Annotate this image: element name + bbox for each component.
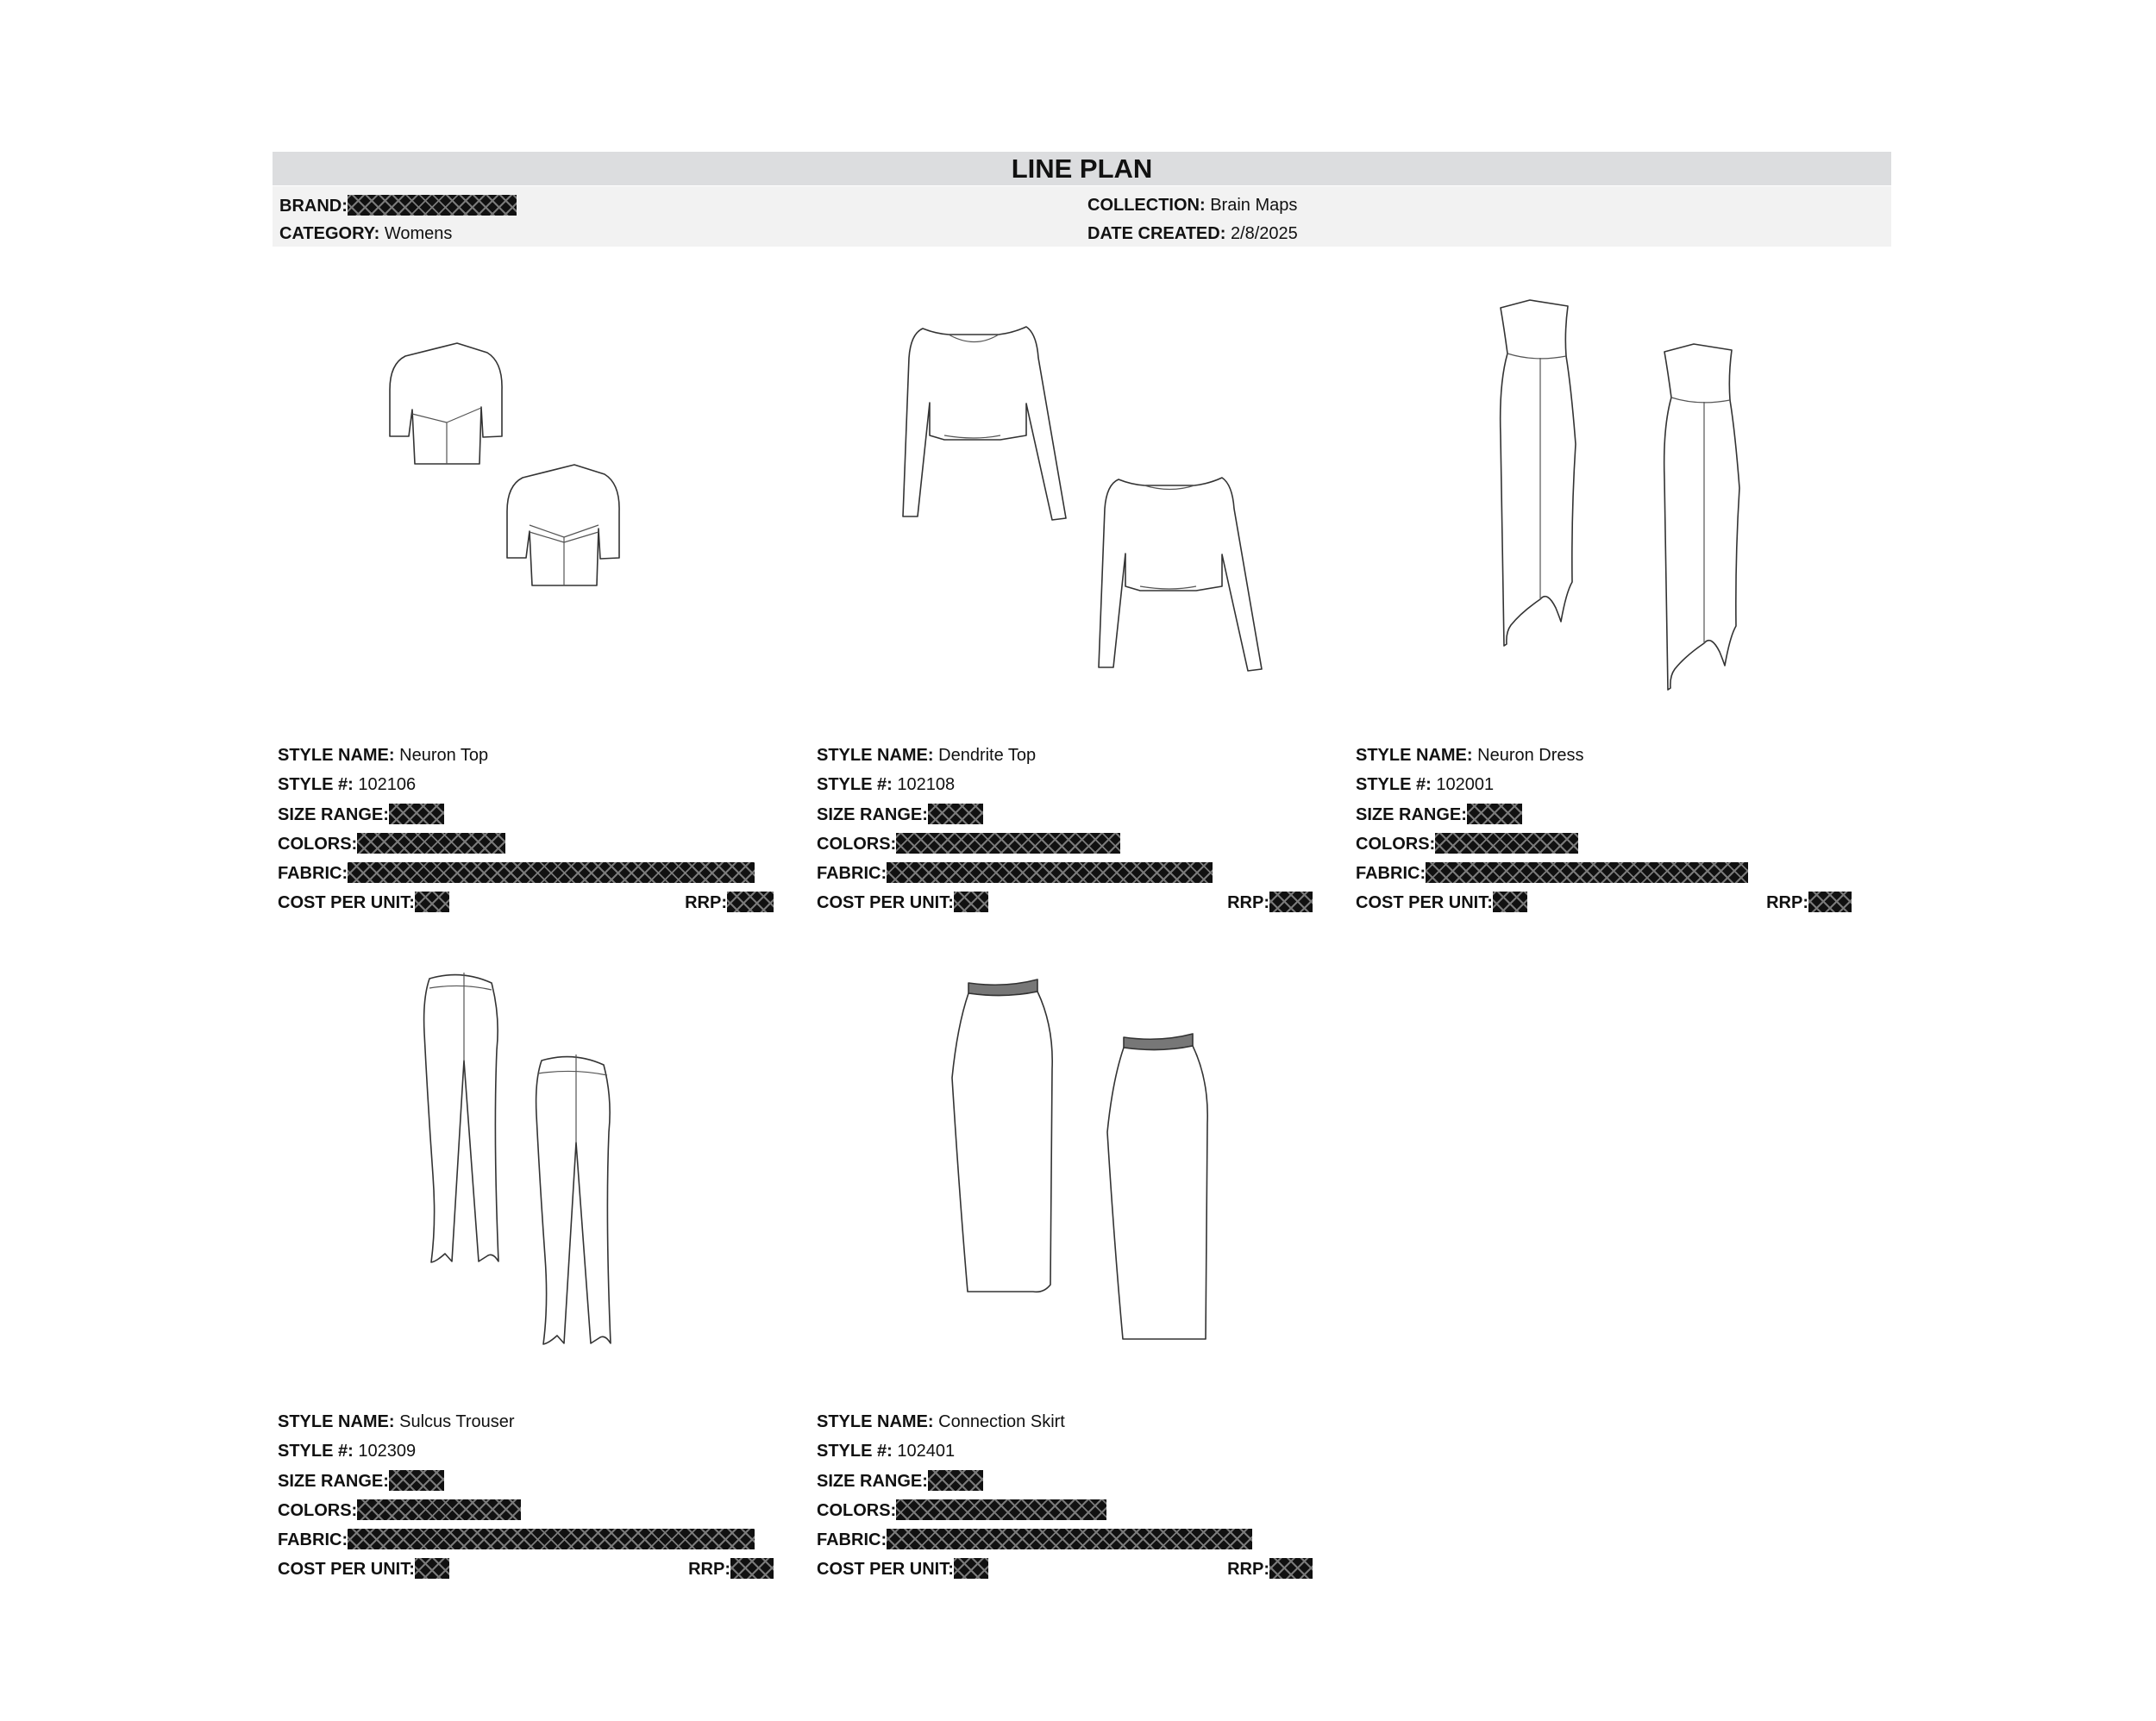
redacted-rrp: [1269, 892, 1313, 912]
redacted-colors: [896, 1499, 1106, 1520]
style-number-label: STYLE #:: [817, 775, 893, 794]
size-range-row: [817, 1470, 1313, 1499]
garment-back-sketch: [536, 1055, 611, 1344]
size-range-row: [278, 1470, 774, 1499]
rrp-field: [1227, 1558, 1313, 1580]
rrp-field: [1227, 892, 1313, 913]
category-label: CATEGORY:: [279, 224, 380, 243]
style-name-value: Dendrite Top: [938, 746, 1037, 765]
fabric-label: FABRIC:: [817, 864, 887, 883]
style-number-value: 102001: [1436, 775, 1495, 794]
size-range-label: SIZE RANGE:: [278, 805, 389, 824]
colors-label: COLORS:: [817, 835, 897, 854]
style-card-sulcus-trouser: [278, 1411, 774, 1587]
sketch-neuron-dress: [1492, 297, 1785, 703]
rrp-label: RRP:: [688, 1560, 730, 1579]
redacted-fabric: [887, 1529, 1252, 1549]
redacted-size-range: [928, 804, 983, 824]
header-info: [273, 186, 1891, 247]
size-range-row: [817, 804, 1313, 833]
style-number-row: [278, 1441, 774, 1470]
cost-label: COST PER UNIT:: [817, 893, 954, 912]
garment-front-sketch: [1501, 300, 1576, 646]
style-name-value: Sulcus Trouser: [399, 1412, 515, 1431]
style-number-label: STYLE #:: [817, 1442, 893, 1461]
garment-front-sketch: [424, 973, 498, 1262]
size-range-label: SIZE RANGE:: [817, 805, 928, 824]
rrp-label: RRP:: [1766, 893, 1808, 912]
size-range-row: [1356, 804, 1852, 833]
style-number-row: [1356, 774, 1852, 804]
fabric-row: [817, 1529, 1313, 1558]
style-card-connection-skirt: [817, 1411, 1313, 1587]
cost-label: COST PER UNIT:: [278, 893, 415, 912]
redacted-brand: [348, 195, 517, 216]
style-number-value: 102108: [897, 775, 956, 794]
date-label: DATE CREATED:: [1087, 224, 1226, 243]
fabric-label: FABRIC:: [1356, 864, 1426, 883]
fabric-label: FABRIC:: [817, 1530, 887, 1549]
style-number-value: 102106: [358, 775, 417, 794]
cost-row: [1356, 892, 1852, 921]
redacted-cost: [954, 892, 988, 912]
redacted-rrp: [1269, 1558, 1313, 1579]
brand-field: [279, 195, 517, 216]
style-name-row: [817, 745, 1313, 774]
colors-row: [817, 1499, 1313, 1529]
redacted-cost: [415, 1558, 449, 1579]
garment-front-sketch: [390, 343, 502, 464]
collection-value: Brain Maps: [1210, 196, 1298, 215]
redacted-size-range: [928, 1470, 983, 1491]
style-name-label: STYLE NAME:: [1356, 746, 1473, 765]
rrp-field: [1766, 892, 1852, 913]
rrp-field: [685, 892, 774, 913]
style-number-row: [278, 774, 774, 804]
style-name-row: [817, 1411, 1313, 1441]
style-name-label: STYLE NAME:: [817, 746, 934, 765]
redacted-size-range: [1467, 804, 1522, 824]
redacted-cost: [1493, 892, 1527, 912]
style-number-label: STYLE #:: [1356, 775, 1432, 794]
garment-back-sketch: [1099, 478, 1262, 671]
rrp-label: RRP:: [685, 893, 727, 912]
colors-row: [817, 833, 1313, 862]
colors-label: COLORS:: [1356, 835, 1436, 854]
colors-label: COLORS:: [817, 1501, 897, 1520]
category-field: [279, 223, 452, 244]
collection-label: COLLECTION:: [1087, 196, 1206, 215]
colors-label: COLORS:: [278, 835, 358, 854]
sketch-neuron-top: [371, 328, 681, 621]
fabric-label: FABRIC:: [278, 1530, 348, 1549]
sketch-sulcus-trouser: [414, 964, 673, 1361]
garment-front-sketch: [952, 979, 1052, 1292]
garment-back-sketch: [1664, 344, 1739, 690]
category-value: Womens: [384, 224, 453, 243]
redacted-size-range: [389, 804, 444, 824]
size-range-label: SIZE RANGE:: [817, 1472, 928, 1491]
style-number-label: STYLE #:: [278, 1442, 354, 1461]
redacted-rrp: [1808, 892, 1852, 912]
redacted-colors: [357, 1499, 521, 1520]
style-name-value: Neuron Top: [399, 746, 489, 765]
rrp-label: RRP:: [1227, 1560, 1269, 1579]
redacted-fabric: [887, 862, 1213, 883]
cost-row: [278, 1558, 774, 1587]
style-card-neuron-dress: [1356, 745, 1852, 921]
date-value: 2/8/2025: [1230, 224, 1298, 243]
redacted-colors: [1435, 833, 1578, 854]
size-range-label: SIZE RANGE:: [278, 1472, 389, 1491]
redacted-cost: [415, 892, 449, 912]
style-name-value: Connection Skirt: [938, 1412, 1065, 1431]
style-name-label: STYLE NAME:: [278, 1412, 395, 1431]
fabric-row: [278, 862, 774, 892]
fabric-label: FABRIC:: [278, 864, 348, 883]
cost-row: [817, 892, 1313, 921]
size-range-label: SIZE RANGE:: [1356, 805, 1467, 824]
rrp-field: [688, 1558, 774, 1580]
redacted-colors: [896, 833, 1120, 854]
size-range-row: [278, 804, 774, 833]
date-field: [1087, 223, 1298, 244]
cost-label: COST PER UNIT:: [1356, 893, 1493, 912]
colors-label: COLORS:: [278, 1501, 358, 1520]
page-title: LINE PLAN: [273, 152, 1891, 185]
style-number-row: [817, 774, 1313, 804]
style-name-row: [278, 1411, 774, 1441]
style-number-value: 102309: [358, 1442, 417, 1461]
sketch-connection-skirt: [940, 974, 1250, 1354]
redacted-cost: [954, 1558, 988, 1579]
style-name-row: [278, 745, 774, 774]
redacted-rrp: [730, 1558, 774, 1579]
style-name-value: Neuron Dress: [1477, 746, 1584, 765]
fabric-row: [817, 862, 1313, 892]
rrp-label: RRP:: [1227, 893, 1269, 912]
style-card-neuron-top: [278, 745, 774, 921]
cost-label: COST PER UNIT:: [817, 1560, 954, 1579]
colors-row: [278, 833, 774, 862]
garment-back-sketch: [1107, 1034, 1207, 1339]
cost-label: COST PER UNIT:: [278, 1560, 415, 1579]
style-number-label: STYLE #:: [278, 775, 354, 794]
cost-row: [817, 1558, 1313, 1587]
style-card-dendrite-top: [817, 745, 1313, 921]
fabric-row: [1356, 862, 1852, 892]
redacted-size-range: [389, 1470, 444, 1491]
redacted-fabric: [1426, 862, 1748, 883]
fabric-row: [278, 1529, 774, 1558]
redacted-fabric: [348, 1529, 755, 1549]
garment-back-sketch: [507, 465, 619, 585]
style-name-label: STYLE NAME:: [278, 746, 395, 765]
style-name-row: [1356, 745, 1852, 774]
collection-field: [1087, 195, 1297, 216]
redacted-fabric: [348, 862, 755, 883]
redacted-rrp: [727, 892, 774, 912]
sketch-dendrite-top: [888, 323, 1268, 664]
style-number-row: [817, 1441, 1313, 1470]
colors-row: [1356, 833, 1852, 862]
brand-label: BRAND:: [279, 197, 348, 216]
colors-row: [278, 1499, 774, 1529]
style-number-value: 102401: [897, 1442, 956, 1461]
style-name-label: STYLE NAME:: [817, 1412, 934, 1431]
redacted-colors: [357, 833, 505, 854]
cost-row: [278, 892, 774, 921]
garment-front-sketch: [903, 327, 1066, 520]
